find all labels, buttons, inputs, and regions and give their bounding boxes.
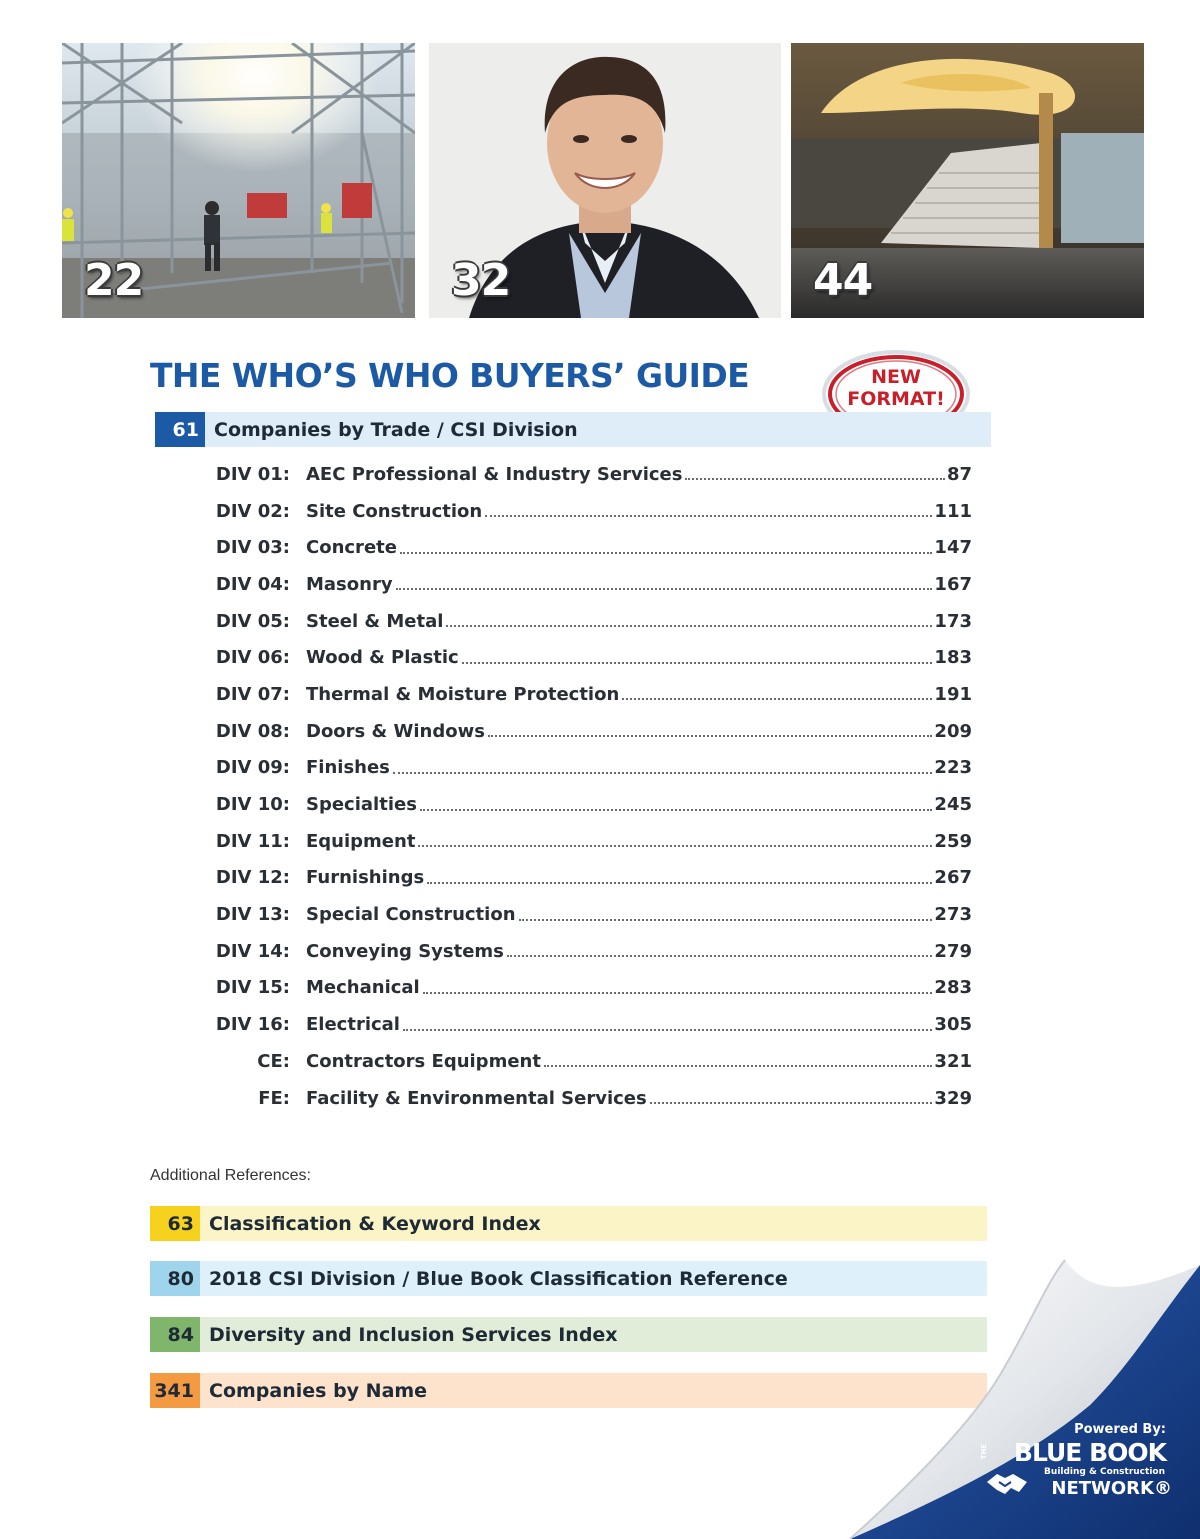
division-row[interactable] [210, 713, 972, 750]
division-page: 305 [934, 1014, 972, 1036]
division-row[interactable] [210, 1043, 972, 1080]
dot-leader [418, 845, 932, 847]
page-title: THE WHO’S WHO BUYERS’ GUIDE [150, 356, 750, 395]
section-page-number: 61 [155, 412, 205, 447]
reference-label: Diversity and Inclusion Services Index [209, 1323, 618, 1346]
dot-leader [400, 552, 932, 554]
reference-page-number: 63 [150, 1206, 200, 1241]
dot-leader [519, 919, 933, 921]
division-name: Thermal & Moisture Protection [306, 683, 620, 705]
reference-label: Classification & Keyword Index [209, 1212, 541, 1235]
division-code: DIV 08: [215, 720, 290, 742]
badge-line-2: FORMAT! [847, 388, 945, 410]
division-name: Special Construction [306, 904, 516, 926]
dot-leader [507, 955, 933, 957]
division-name: Contractors Equipment [306, 1050, 541, 1072]
photo-lobby [791, 43, 1144, 318]
division-code: DIV 13: [215, 904, 290, 926]
photo-portrait [429, 43, 781, 318]
division-page: 191 [934, 683, 972, 705]
division-page: 147 [934, 537, 972, 559]
dot-leader [485, 515, 932, 517]
division-row[interactable] [210, 676, 972, 713]
division-row[interactable] [210, 823, 972, 860]
logo-network: NETWORK® [1051, 1478, 1172, 1499]
division-page: 267 [934, 867, 972, 889]
division-row[interactable] [210, 639, 972, 676]
division-code: DIV 15: [215, 977, 290, 999]
reference-page-number: 80 [150, 1261, 200, 1296]
division-page: 259 [934, 830, 972, 852]
photo-page-number: 22 [84, 255, 144, 306]
division-name: Mechanical [306, 977, 420, 999]
division-name: Site Construction [306, 500, 483, 522]
division-page: 283 [934, 977, 972, 999]
dot-leader [488, 735, 932, 737]
photo-construction-site [62, 43, 415, 318]
dot-leader [423, 992, 933, 994]
dot-leader [446, 625, 932, 627]
dot-leader [427, 882, 932, 884]
division-code: DIV 04: [215, 573, 290, 595]
reference-label: Companies by Name [209, 1379, 428, 1402]
division-row[interactable] [210, 933, 972, 970]
division-code: DIV 11: [215, 830, 290, 852]
division-code: DIV 09: [215, 757, 290, 779]
division-page: 111 [934, 500, 972, 522]
photo-page-number: 32 [451, 255, 511, 306]
division-code: DIV 02: [215, 500, 290, 522]
division-row[interactable] [210, 493, 972, 530]
section-companies-by-trade[interactable] [155, 412, 991, 447]
reference-label: 2018 CSI Division / Blue Book Classification Reference [209, 1267, 788, 1290]
division-page: 273 [934, 904, 972, 926]
division-name: Steel & Metal [306, 610, 444, 632]
division-row[interactable] [210, 970, 972, 1007]
division-code: CE: [257, 1050, 290, 1072]
reference-page-number: 84 [150, 1317, 200, 1352]
dot-leader [685, 478, 944, 480]
division-code: DIV 03: [215, 537, 290, 559]
division-code: DIV 06: [215, 647, 290, 669]
division-code: FE: [258, 1087, 290, 1109]
division-page: 279 [934, 940, 972, 962]
division-code: DIV 05: [215, 610, 290, 632]
division-row[interactable] [210, 603, 972, 640]
division-page: 329 [934, 1087, 972, 1109]
badge-line-1: NEW [871, 366, 921, 388]
reference-page-number: 341 [150, 1373, 200, 1408]
division-name: Furnishings [306, 867, 425, 889]
division-code: DIV 12: [215, 867, 290, 889]
logo-tagline: Building & Construction [1044, 1467, 1165, 1477]
division-page: 173 [934, 610, 972, 632]
division-code: DIV 14: [215, 940, 290, 962]
reference-classification-index[interactable] [150, 1206, 987, 1241]
dot-leader [403, 1029, 932, 1031]
dot-leader [393, 772, 933, 774]
division-name: Doors & Windows [306, 720, 485, 742]
division-code: DIV 10: [215, 794, 290, 816]
powered-by-label: Powered By: [1074, 1422, 1166, 1437]
dot-leader [396, 588, 933, 590]
division-page: 167 [934, 573, 972, 595]
division-name: Concrete [306, 537, 397, 559]
division-row[interactable] [210, 566, 972, 603]
division-row[interactable] [210, 896, 972, 933]
dot-leader [650, 1102, 933, 1104]
division-row[interactable] [210, 786, 972, 823]
division-name: Finishes [306, 757, 390, 779]
division-row[interactable] [210, 456, 972, 493]
logo-the: THE [980, 1444, 988, 1460]
division-list [210, 456, 972, 1116]
additional-references-label: Additional References: [150, 1167, 311, 1184]
division-page: 245 [934, 794, 972, 816]
division-name: Conveying Systems [306, 940, 504, 962]
division-row[interactable] [210, 529, 972, 566]
division-code: DIV 16: [215, 1014, 290, 1036]
division-row[interactable] [210, 1006, 972, 1043]
division-name: Facility & Environmental Services [306, 1087, 647, 1109]
division-page: 183 [934, 647, 972, 669]
dot-leader [462, 662, 933, 664]
division-code: DIV 07: [215, 683, 290, 705]
division-name: AEC Professional & Industry Services [306, 463, 683, 485]
dot-leader [420, 809, 933, 811]
division-page: 321 [934, 1050, 972, 1072]
division-code: DIV 01: [215, 463, 290, 485]
division-row[interactable] [210, 860, 972, 897]
handshake-icon [985, 1468, 1029, 1498]
photo-page-number: 44 [813, 255, 873, 306]
division-page: 209 [934, 720, 972, 742]
division-row[interactable] [210, 750, 972, 787]
blue-book-logo: BLUE BOOK [1013, 1438, 1166, 1467]
dot-leader [622, 698, 932, 700]
section-label: Companies by Trade / CSI Division [214, 418, 578, 441]
division-name: Masonry [306, 573, 393, 595]
division-page: 87 [946, 463, 972, 485]
dot-leader [544, 1065, 932, 1067]
division-row[interactable] [210, 1080, 972, 1117]
division-name: Equipment [306, 830, 416, 852]
division-name: Wood & Plastic [306, 647, 459, 669]
division-name: Electrical [306, 1014, 400, 1036]
division-page: 223 [934, 757, 972, 779]
division-name: Specialties [306, 794, 417, 816]
